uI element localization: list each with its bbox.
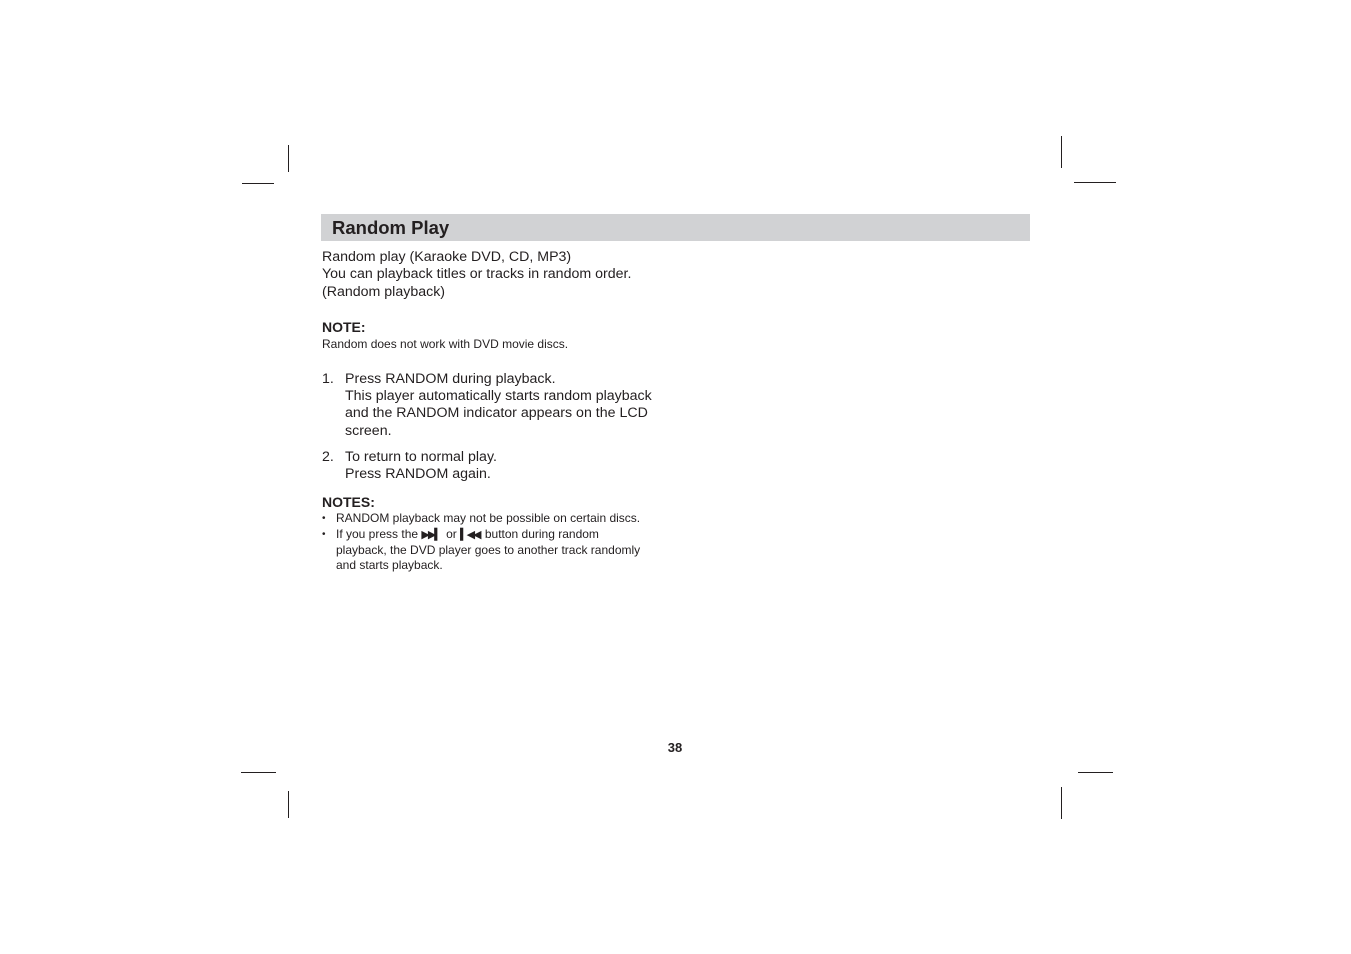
section-title: Random Play	[332, 217, 450, 238]
crop-mark-bottom-left-v	[288, 791, 289, 818]
crop-mark-bottom-left-h	[241, 772, 276, 773]
intro-line: You can playback titles or tracks in random order.	[322, 266, 632, 283]
crop-mark-top-right-h	[1074, 182, 1116, 183]
intro-line: Random play (Karaoke DVD, CD, MP3)	[322, 249, 572, 265]
crop-mark-top-left-h	[242, 183, 274, 184]
step-line: Press RANDOM during playback.	[345, 370, 556, 387]
note-text-prefix: If you press the	[336, 526, 422, 541]
section-title-bar	[321, 214, 1030, 241]
step-number: 2.	[322, 449, 334, 466]
previous-track-icon: ▍◀◀	[460, 528, 480, 541]
bullet: •	[322, 528, 326, 540]
note-line: and starts playback.	[336, 558, 443, 573]
step-item	[322, 449, 682, 484]
bullet: •	[322, 512, 326, 524]
note-line: playback, the DVD player goes to another track randomly	[336, 543, 641, 558]
crop-mark-top-right-v	[1061, 136, 1062, 168]
note-list-item	[322, 511, 682, 526]
next-track-icon: ▶▶▍	[421, 528, 441, 541]
page-number: 38	[667, 740, 683, 755]
note-list-item	[322, 527, 682, 574]
note-text-middle: or	[442, 526, 461, 541]
notes-list	[322, 511, 682, 574]
note-heading: NOTE:	[322, 318, 366, 335]
note-text-suffix: button during random	[481, 526, 599, 541]
intro-line: (Random playback)	[322, 283, 446, 300]
step-line: This player automatically starts random playback	[345, 388, 652, 405]
step-line: Press RANDOM again.	[345, 466, 491, 483]
crop-mark-bottom-right-v	[1061, 787, 1062, 819]
note-line: RANDOM playback may not be possible on certain discs.	[336, 510, 641, 525]
step-number: 1.	[322, 370, 334, 387]
content-column	[322, 249, 682, 574]
step-line: To return to normal play.	[345, 449, 497, 466]
steps-list	[322, 371, 682, 484]
step-line: and the RANDOM indicator appears on the LCD	[345, 405, 648, 422]
note-line	[336, 527, 682, 543]
crop-mark-top-left-v	[288, 145, 289, 172]
intro-paragraph	[322, 249, 682, 301]
note-text: Random does not work with DVD movie discs.	[322, 336, 569, 351]
crop-mark-bottom-right-h	[1078, 772, 1113, 773]
notes-heading: NOTES:	[322, 493, 375, 510]
step-line: screen.	[345, 422, 392, 439]
step-item	[322, 371, 682, 440]
